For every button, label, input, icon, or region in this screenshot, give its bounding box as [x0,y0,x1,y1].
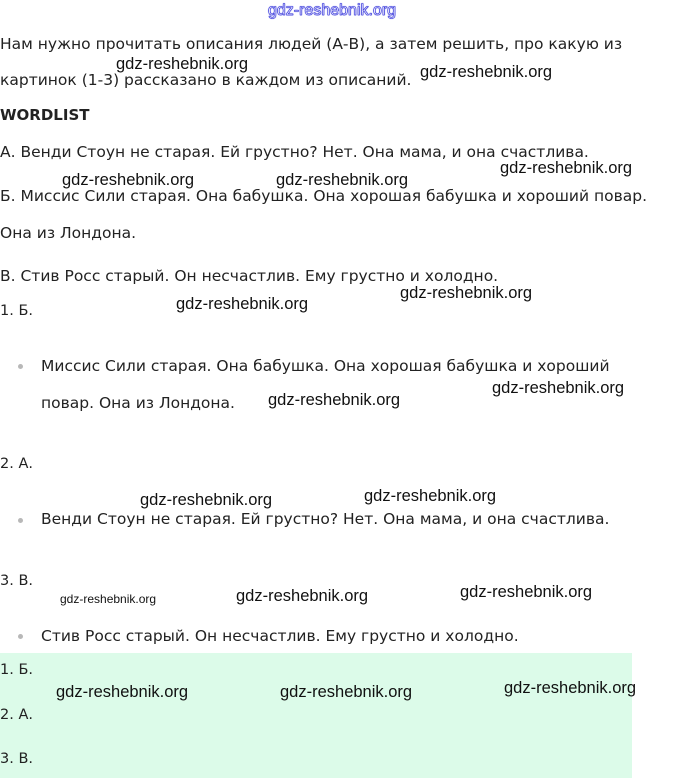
intro-line-2: картинок (1-3) рассказано в каждом из описаний. [0,71,412,89]
intro-line-1: Нам нужно прочитать описания людей (А-В), а затем решить, про какую из [0,35,623,53]
watermark: gdz-reshebnik.org [492,379,625,397]
description-a: А. Венди Стоун не старая. Ей грустно? Нет. Она мама, и она счастлива. [0,143,589,161]
bullet-dot [18,518,23,523]
watermark: gdz-reshebnik.org [364,487,497,505]
description-b-line-1: Б. Миссис Сили старая. Она бабушка. Она хорошая бабушка и хороший повар. [0,187,647,205]
watermark: gdz-reshebnik.org [236,587,369,605]
description-v: В. Стив Росс старый. Он несчастлив. Ему грустно и холодно. [0,267,499,285]
watermark: gdz-reshebnik.org [60,592,157,606]
watermark: gdz-reshebnik.org [56,683,189,701]
watermark: gdz-reshebnik.org [460,583,593,601]
answer-box [0,653,632,778]
match-2-bullet-line-1: Венди Стоун не старая. Ей грустно? Нет. Она мама, и она счастлива. [41,510,610,528]
match-1-label: 1. Б. [0,303,34,319]
match-1-bullet-line-2: повар. Она из Лондона. [41,394,235,412]
bullet-dot [18,364,23,369]
watermark: gdz-reshebnik.org [504,679,637,697]
match-3-bullet-line-1: Стив Росс старый. Он несчастлив. Ему грустно и холодно. [41,627,519,645]
watermark: gdz-reshebnik.org [276,171,409,189]
match-1-bullet-line-1: Миссис Сили старая. Она бабушка. Она хорошая бабушка и хороший [41,357,610,375]
watermark: gdz-reshebnik.org [116,55,249,73]
watermark: gdz-reshebnik.org [420,63,553,81]
watermark: gdz-reshebnik.org [280,683,413,701]
watermark: gdz-reshebnik.org [268,391,401,409]
watermark: gdz-reshebnik.org [400,284,533,302]
watermark: gdz-reshebnik.org [62,171,195,189]
wordlist-heading: WORDLIST [0,106,90,124]
answer-3: 3. В. [0,751,34,767]
match-3-label: 3. В. [0,573,34,589]
watermark: gdz-reshebnik.org [500,159,633,177]
watermark: gdz-reshebnik.org [140,491,273,509]
top-watermark: gdz-reshebnik.org [268,2,397,19]
match-2-label: 2. А. [0,456,33,472]
answer-1: 1. Б. [0,662,34,678]
watermark: gdz-reshebnik.org [176,295,309,313]
description-b-line-2: Она из Лондона. [0,224,137,242]
answer-2: 2. А. [0,707,33,723]
bullet-dot [18,634,23,639]
